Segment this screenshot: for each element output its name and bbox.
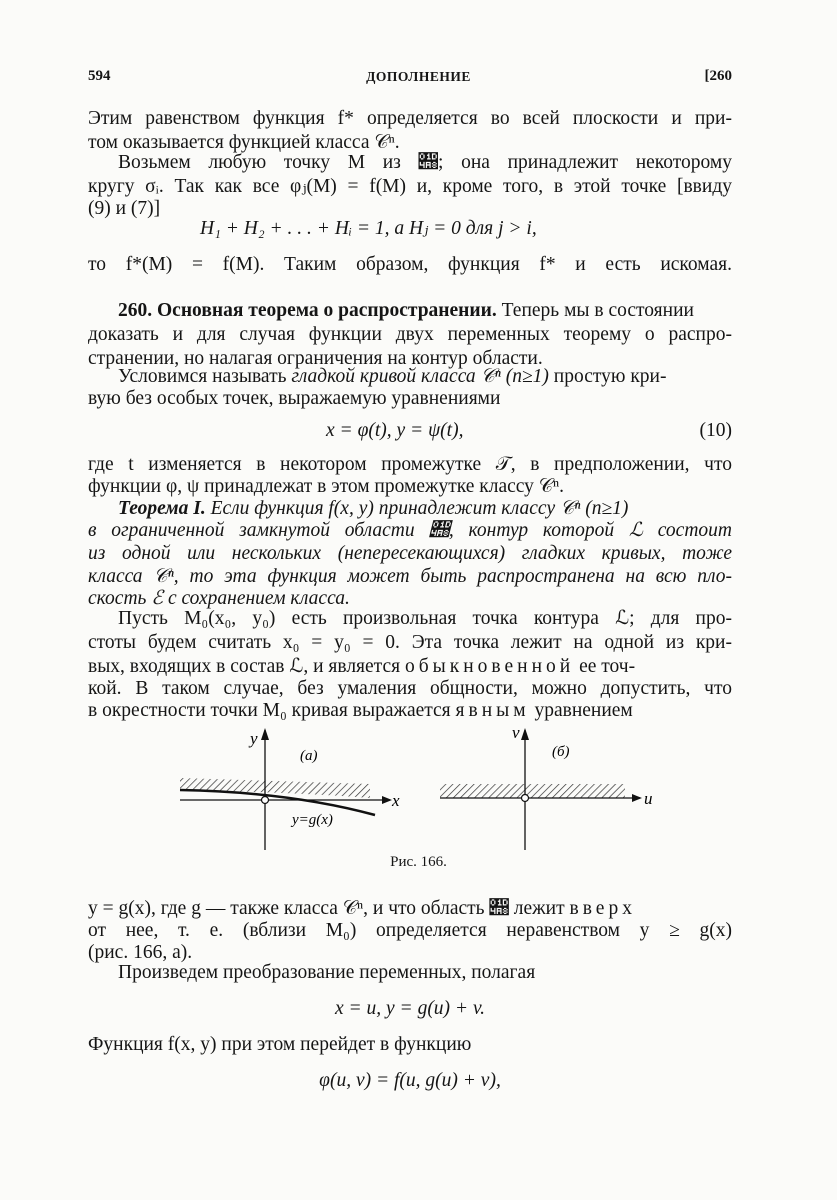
v-axis-arrow — [521, 728, 529, 740]
u-axis-arrow — [632, 794, 642, 802]
text-line: от нее, т. е. (вблизи M₀) определяется неравенством y ≥ g(x) — [88, 920, 732, 941]
figure-caption: Рис. 166. — [390, 854, 447, 870]
theorem-text: в ограниченной замкнутой области 𝒨, контур которой ℒ состоит — [88, 520, 732, 541]
text-line: Этим равенством функция f* определяется во всей плоскости и при- — [88, 108, 732, 129]
text-line: стоты будем считать x₀ = y₀ = 0. Эта точка лежит на одной из кри- — [88, 632, 732, 653]
panel-label: (а) — [300, 748, 318, 764]
figure-166 — [170, 720, 670, 860]
theorem-label: Теорема I. — [118, 498, 206, 519]
text-line: странении, но налагая ограничения на контур области. — [88, 348, 543, 369]
x-axis-label: x — [392, 791, 400, 810]
definition-term: гладкой кривой класса 𝒞ⁿ (n≥1) — [291, 366, 549, 387]
formula: φ(u, v) = f(u, g(u) + v), — [319, 1070, 501, 1091]
y-axis-arrow — [261, 728, 269, 740]
text-line: кой. В таком случае, без умаления общности, можно допустить, что — [88, 678, 732, 699]
formula: H₁ + H₂ + . . . + Hᵢ = 1, а Hⱼ = 0 для j > i, — [200, 218, 537, 239]
text-run: Условимся называть — [118, 366, 292, 387]
text-run: уравнением — [529, 700, 633, 721]
panel-a — [180, 728, 400, 850]
origin-point — [262, 797, 269, 804]
y-axis-label: y — [250, 729, 258, 748]
x-axis-arrow — [382, 796, 392, 804]
u-axis-label: u — [644, 789, 653, 808]
v-axis-label: v — [512, 723, 520, 742]
text-line: Пусть M₀(x₀, y₀) есть произвольная точка контура ℒ; для про- — [118, 608, 732, 629]
text-line: том оказывается функцией класса 𝒞ⁿ. — [88, 132, 400, 153]
section-heading-line — [118, 298, 732, 323]
origin-point — [522, 795, 529, 802]
theorem-text: класса 𝒞ⁿ, то эта функция может быть распространена на всю пло- — [88, 566, 732, 587]
text-line: кругу σᵢ. Так как все φⱼ(M) = f(M) и, кроме того, в этой точке [ввиду — [88, 176, 732, 197]
text-line: вую без особых точек, выражаемую уравнениями — [88, 388, 501, 409]
text-run: вых, входящих в состав ℒ, и является — [88, 656, 405, 677]
section-heading: 260. Основная теорема о распространении. — [118, 300, 497, 321]
text-line: где t изменяется в некотором промежутке 𝒯, в предположении, что — [88, 454, 732, 475]
section-number: [260 — [704, 68, 732, 84]
text-line: Возьмем любую точку M из 𝒨; она принадлежит некоторому — [118, 152, 732, 173]
text-run: Теперь мы в состоянии — [496, 300, 694, 321]
text-line: Функция f(x, y) при этом перейдет в функцию — [88, 1034, 472, 1055]
theorem-text: из одной или нескольких (непересекающихся) гладких кривых, тоже — [88, 543, 732, 564]
formula: x = u, y = g(u) + v. — [334, 998, 486, 1019]
region-hatching — [440, 784, 625, 798]
spaced-text: обыкновенной — [404, 656, 575, 677]
text-line: (9) и (7)] — [88, 198, 161, 219]
text-run: y = g(x), где g — также класса 𝒞ⁿ, и что область 𝒨 лежит — [88, 898, 570, 919]
text-line: доказать и для случая функции двух переменных теорему о распро- — [88, 324, 732, 345]
text-run: в окрестности точки M₀ кривая выражается — [88, 700, 456, 721]
spaced-text: вверх — [569, 898, 636, 919]
panel-label: (б) — [552, 744, 570, 760]
curve-label: y=g(x) — [292, 812, 333, 828]
text-line: то f*(M) = f(M). Таким образом, функция f* и есть искомая. — [88, 254, 732, 275]
text-run: простую кри- — [548, 366, 667, 387]
text-run: ее точ- — [574, 656, 636, 677]
text-line: (рис. 166, a). — [88, 942, 193, 963]
theorem-text: Если функция f(x, y) принадлежит классу 𝒞ⁿ (n≥1) — [205, 498, 629, 519]
equation-number: (10) — [699, 420, 732, 441]
panel-b — [440, 723, 653, 850]
spaced-text: явным — [455, 700, 530, 721]
text-line: Произведем преобразование переменных, полагая — [118, 962, 536, 983]
theorem-text: скость ℰ с сохранением класса. — [88, 588, 350, 609]
formula-body: x = φ(t), y = ψ(t), — [326, 420, 464, 441]
formula — [326, 418, 732, 443]
page-number: 594 — [88, 68, 111, 84]
running-header: ДОПОЛНЕНИЕ — [366, 69, 471, 84]
text-line: функции φ, ψ принадлежат в этом промежутке классу 𝒞ⁿ. — [88, 476, 565, 497]
